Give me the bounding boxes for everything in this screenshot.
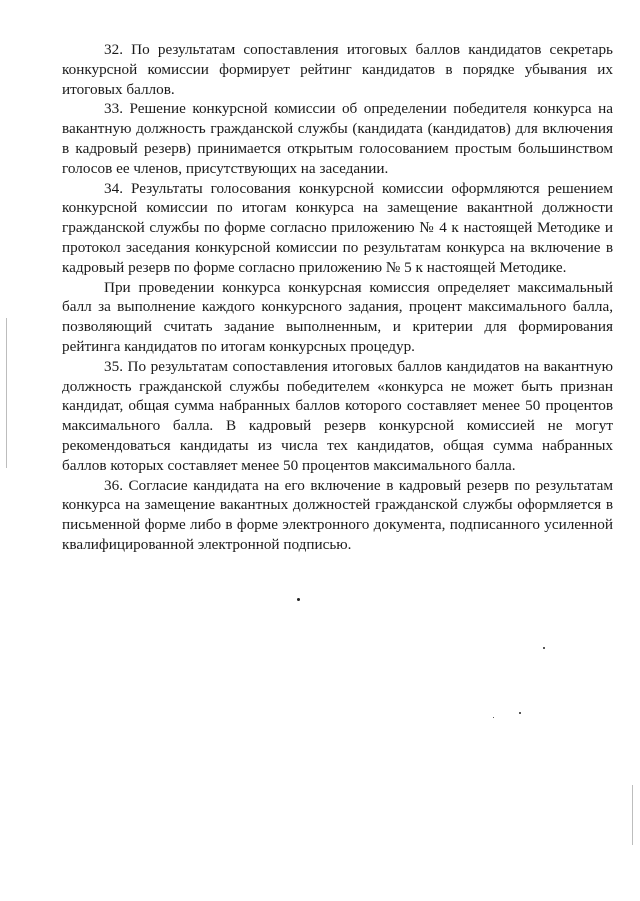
scan-speck [519,712,521,714]
scan-edge-line-right [632,785,633,845]
paragraph-34-continuation: При проведении конкурса конкурсная комиссия определяет максимальный балл за выполнение каждого конкурсного задания, процент максимального балла, позволяющий считать задание выполненным, и критерии для формирования рейтинга кандидатов по итогам конкурсных процедур. [62,278,613,355]
paragraph-34: 34. Результаты голосования конкурсной комиссии оформляются решением конкурсной комиссии по итогам конкурса на замещение вакантной должности гражданской службы по форме согласно приложению № 4 к настоящей Методике и протокол заседания конкурсной комиссии по результатам конкурса на включение в кадровый резерв по форме согласно приложению № 5 к настоящей Методике. [62,179,613,276]
scan-speck [297,598,300,601]
paragraph-36: 36. Согласие кандидата на его включение в кадровый резерв по результатам конкурса на замещение вакантных должностей гражданской службы оформляется в письменной форме либо в форме электронного документа, подписанного усиленной квалифицированной электронной подписью. [62,476,613,553]
paragraph-32: 32. По результатам сопоставления итоговых баллов кандидатов секретарь конкурсной комиссии формирует рейтинг кандидатов в порядке убывания их итоговых баллов. [62,41,613,98]
scan-speck [493,717,494,718]
scan-edge-line-left [6,318,7,468]
paragraph-35: 35. По результатам сопоставления итоговых баллов кандидатов на вакантную должность гражданской службы победителем «конкурса не может быть признан кандидат, общая сумма набранных баллов которого составляет менее 50 процентов максимального балла. В кадровый резерв конкурсной комиссией не могут рекомендоваться кандидаты из числа тех кандидатов, общая сумма набранных баллов которых составляет менее 50 процентов максимального балла. [62,357,613,474]
scan-speck [543,647,545,649]
document-body [62,40,613,555]
paragraph-33: 33. Решение конкурсной комиссии об определении победителя конкурса на вакантную должность гражданской службы (кандидата (кандидатов) для включения в кадровый резерв) принимается открытым голосованием простым большинством голосов ее членов, присутствующих на заседании. [62,100,613,177]
